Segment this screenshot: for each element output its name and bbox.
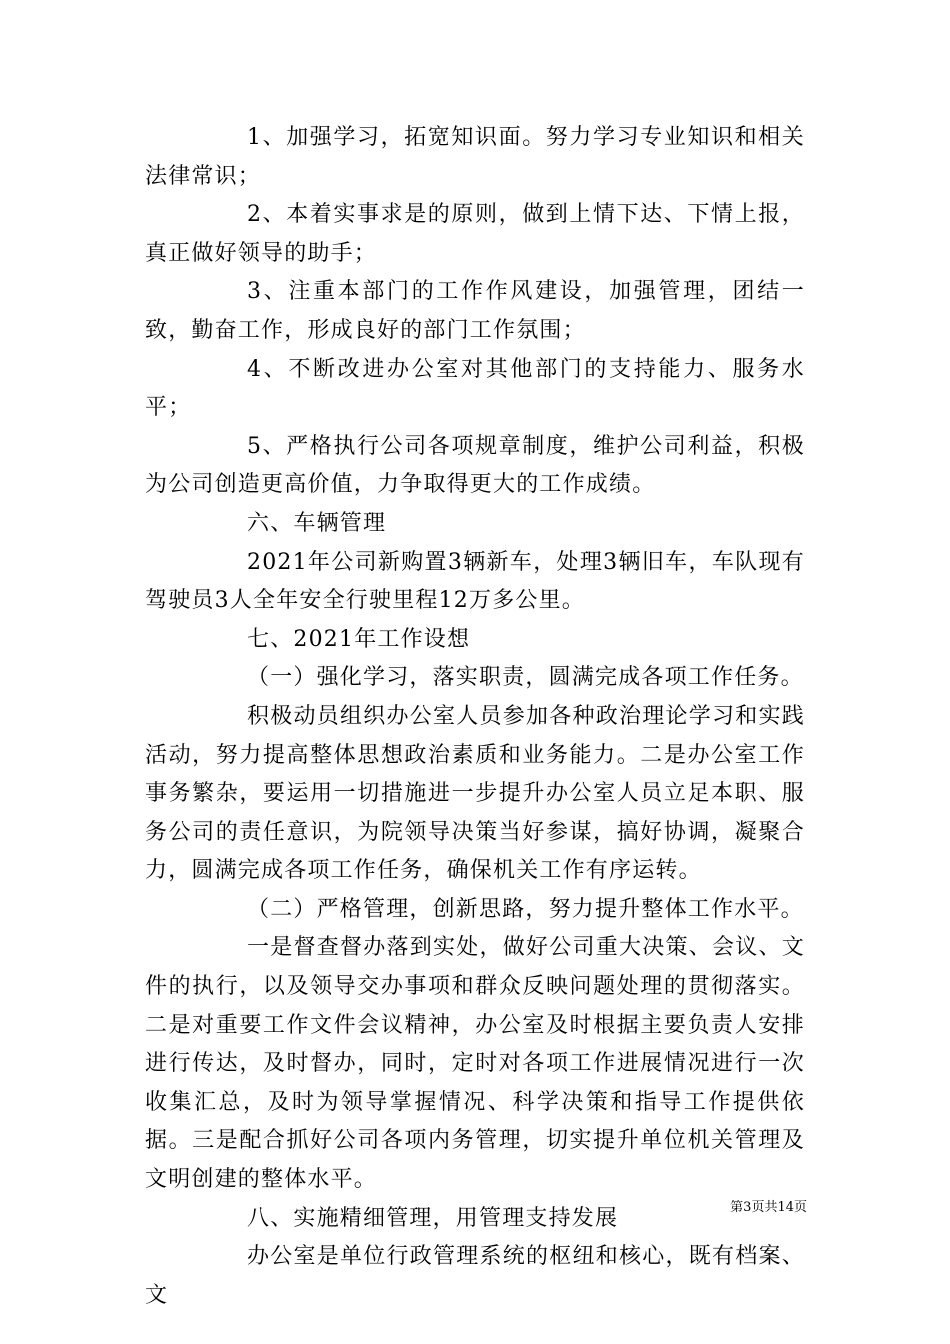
page-number: 第3页共14页 (730, 1200, 807, 1215)
document-body (145, 119, 805, 1315)
paragraph-management: 一是督查督办落到实处，做好公司重大决策、会议、文件的执行，以及领导交办事项和群众反映问题处理的贯彻落实。二是对重要工作文件会议精神，办公室及时根据主要负责人安排进行传达，及时督办，同时，定时对各项工作进展情况进行一次收集汇总，及时为领导掌握情况、科学决策和指导工作提供依据。三是配合抓好公司各项内务管理，切实提升单位机关管理及文明创建的整体水平。 (145, 935, 805, 1193)
paragraph-item-1: 1、加强学习，拓宽知识面。努力学习专业知识和相关法律常识； (145, 125, 805, 189)
paragraph-vehicles: 2021年公司新购置3辆新车，处理3辆旧车，车队现有驾驶员3人全年安全行驶里程12万多公里。 (145, 549, 805, 614)
subheading-management: （二）严格管理，创新思路，努力提升整体工作水平。 (247, 896, 804, 922)
paragraph-office-core: 办公室是单位行政管理系统的枢纽和核心，既有档案、文 (145, 1244, 805, 1308)
paragraph-study: 积极动员组织办公室人员参加各种政治理论学习和实践活动，努力提高整体思想政治素质和业务能力。二是办公室工作事务繁杂，要运用一切措施进一步提升办公室人员立足本职、服务公司的责任意识，为院领导决策当好参谋，搞好协调，凝聚合力，圆满完成各项工作任务，确保机关工作有序运转。 (145, 703, 805, 884)
section-heading-fine-management: 八、实施精细管理，用管理支持发展 (247, 1205, 619, 1231)
paragraph-item-4: 4、不断改进办公室对其他部门的支持能力、服务水平； (145, 356, 805, 421)
section-heading-vehicles: 六、车辆管理 (247, 510, 387, 536)
paragraph-item-3: 3、注重本部门的工作作风建设，加强管理，团结一致，勤奋工作，形成良好的部门工作氛围； (145, 279, 805, 343)
subheading-study: （一）强化学习，落实职责，圆满完成各项工作任务。 (247, 665, 804, 691)
section-heading-plans: 七、2021年工作设想 (247, 626, 471, 652)
paragraph-item-2: 2、本着实事求是的原则，做到上情下达、下情上报，真正做好领导的助手； (145, 202, 805, 266)
paragraph-item-5: 5、严格执行公司各项规章制度，维护公司利益，积极为公司创造更高价值，力争取得更大的工作成绩。 (145, 433, 805, 498)
